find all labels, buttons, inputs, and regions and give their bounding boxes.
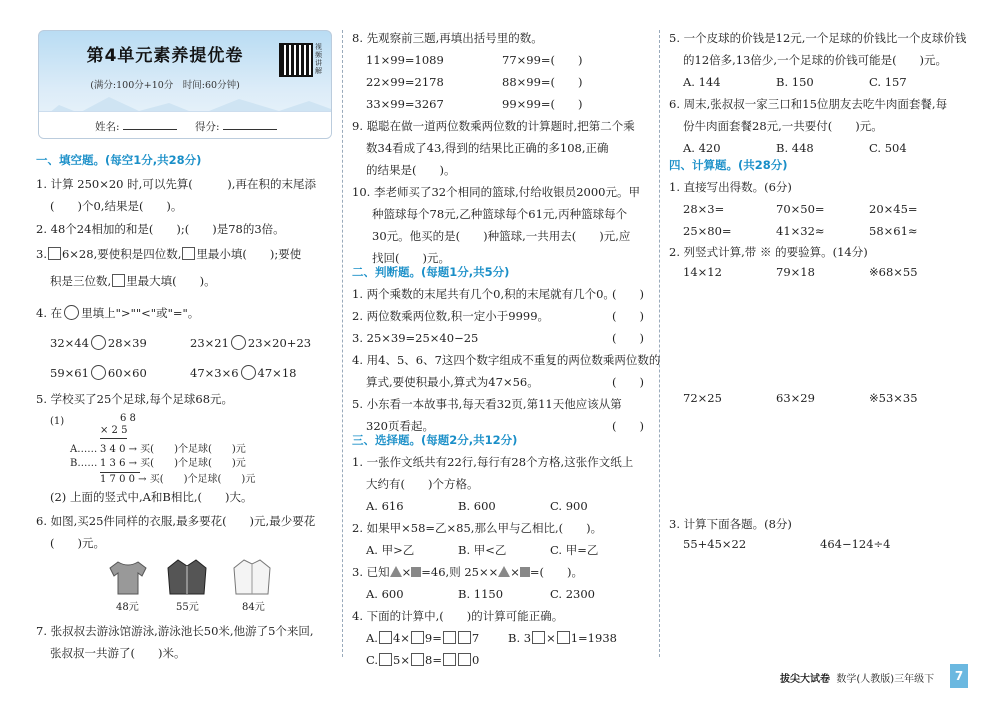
q5-vertical: 1 7 0 0 → 买( )个足球( )元: [100, 474, 256, 485]
choice-question: 2. 如果甲×58=乙×85,那么甲与乙相比,( )。: [352, 521, 603, 535]
footer: [780, 670, 934, 685]
section-3-title: 三、选择题。(每题2分,共12分): [352, 433, 518, 447]
q4-item: 47×3×6 47×18: [190, 366, 297, 380]
shirt-icon: [230, 558, 274, 596]
score-field[interactable]: [223, 117, 277, 130]
choice-option[interactable]: A. 420: [683, 141, 721, 155]
choice-question: 1. 一张作文纸共有22行,每行有28个方格,这张作文纸上: [352, 455, 634, 469]
choice-option[interactable]: C. 甲=乙: [550, 543, 599, 557]
triangle-icon: [498, 566, 510, 577]
q8-item: 33×99=3267: [366, 97, 444, 111]
judge-item: 3. 25×39=25×40−25: [352, 331, 479, 345]
name-score-bar: [39, 111, 331, 138]
q8-item: 22×99=2178: [366, 75, 444, 89]
q6-line: 6. 如图,买25件同样的衣服,最多要花( )元,最少要花: [36, 514, 316, 528]
choice-option[interactable]: B. 150: [776, 75, 814, 89]
calc-item: 20×45=: [869, 202, 918, 216]
choice-question: 大约有( )个方格。: [366, 477, 479, 491]
section-2-title: 二、判断题。(每题1分,共5分): [352, 265, 510, 279]
calc-item: 72×25: [683, 391, 722, 405]
q4-item: 32×44 28×39: [50, 336, 147, 350]
calc-item: 41×32≈: [776, 224, 825, 238]
q5-text: 5. 学校买了25个足球,每个足球68元。: [36, 392, 234, 406]
choice-question: 份牛肉面套餐28元,一共要付( )元。: [683, 119, 883, 133]
choice-option[interactable]: A. 616: [366, 499, 404, 513]
q5-label-a: A……: [70, 444, 98, 455]
qr-label: 视频讲解: [315, 43, 322, 75]
q5-vertical: × 2 5: [100, 424, 127, 439]
calc-item: 25×80=: [683, 224, 732, 238]
q8-item: 99×99=( ): [502, 97, 583, 111]
choice-option[interactable]: C. 504: [869, 141, 907, 155]
calc-item: ※53×35: [869, 391, 918, 405]
choice-question: 的12倍多,13倍少,一个足球的价钱可能是( )元。: [683, 53, 948, 67]
q8-item: 11×99=1089: [366, 53, 444, 67]
q7-line: 7. 张叔叔去游泳馆游泳,游泳池长50米,他游了5个来回,: [36, 624, 314, 638]
q8-item: 88×99=( ): [502, 75, 583, 89]
score-label: 得分:: [195, 121, 220, 133]
calc-item: 79×18: [776, 265, 815, 279]
circle-blank[interactable]: [64, 305, 79, 320]
jacket-icon: [164, 558, 210, 596]
q6-line: ( )元。: [50, 536, 105, 550]
q5-part: (1): [50, 416, 65, 427]
footer-subject: 数学(人教版)三年级下: [836, 674, 935, 685]
square-icon: [520, 567, 530, 577]
q9-line: 数34看成了43,得到的结果比正确的多108,正确: [366, 141, 609, 155]
judge-item: 1. 两个乘数的末尾共有几个0,积的末尾就有几个0。: [352, 287, 615, 301]
choice-option[interactable]: B. 600: [458, 499, 496, 513]
q8-text: 8. 先观察前三题,再填出括号里的数。: [352, 31, 543, 45]
section-4-title: 四、计算题。(共28分): [669, 158, 788, 172]
square-icon: [411, 567, 421, 577]
q3-line: 3. 6×28,要使积是四位数, 里最小填( );要使: [36, 247, 302, 261]
choice-option[interactable]: C. 5× 8= 0: [366, 653, 480, 667]
q10-line: 找回( )元。: [372, 251, 450, 265]
price-label: 84元: [242, 602, 265, 613]
calc-item: 14×12: [683, 265, 722, 279]
q8-item: 77×99=( ): [502, 53, 583, 67]
judge-item: 算式,要使积最小,算式为47×56。: [366, 375, 539, 389]
tshirt-icon: [106, 560, 150, 596]
q4-text: 4. 在 里填上">""<"或"="。: [36, 306, 200, 320]
page-subtitle: (满分:100分+10分 时间:60分钟): [90, 80, 240, 91]
q10-line: 种篮球每个78元,乙种篮球每个61元,丙种篮球每个: [372, 207, 628, 221]
choice-option[interactable]: A. 4× 9= 7: [366, 631, 480, 645]
calc-item: ※68×55: [869, 265, 918, 279]
footer-brand: 拔尖大试卷: [780, 674, 830, 685]
name-field[interactable]: [123, 117, 177, 130]
q7-line: 张叔叔一共游了( )米。: [50, 646, 186, 660]
q10-line: 10. 李老师买了32个相同的篮球,付给收银员2000元。甲: [352, 185, 640, 199]
choice-option[interactable]: B. 3 × 1=1938: [508, 631, 617, 645]
price-label: 48元: [116, 602, 139, 613]
circle-blank[interactable]: [91, 365, 106, 380]
choice-question: 4. 下面的计算中,( )的计算可能正确。: [352, 609, 564, 623]
q5-part: (2) 上面的竖式中,A和B相比,( )大。: [50, 490, 253, 504]
choice-option[interactable]: B. 448: [776, 141, 814, 155]
choice-option[interactable]: B. 甲<乙: [458, 543, 507, 557]
calc-question: 3. 计算下面各题。(8分): [669, 517, 792, 531]
section-1-title: 一、填空题。(每空1分,共28分): [36, 153, 202, 167]
q3-line: 积是三位数, 里最大填( )。: [50, 274, 216, 288]
header-banner: [38, 30, 332, 139]
circle-blank[interactable]: [231, 335, 246, 350]
choice-option[interactable]: A. 144: [683, 75, 721, 89]
choice-option[interactable]: C. 157: [869, 75, 907, 89]
q5-vertical: 3 4 0 → 买( )个足球( )元: [100, 444, 246, 455]
answer-paren[interactable]: ( ): [612, 419, 644, 433]
circle-blank[interactable]: [91, 335, 106, 350]
q9-line: 的结果是( )。: [366, 163, 456, 177]
answer-paren[interactable]: ( ): [612, 375, 644, 389]
calc-item: 55+45×22: [683, 537, 747, 551]
choice-question: 5. 一个皮球的价钱是12元,一个足球的价钱比一个皮球价钱: [669, 31, 967, 45]
judge-item: 2. 两位数乘两位数,积一定小于9999。: [352, 309, 550, 323]
q2-text: 2. 48个24相加的和是( );( )是78的3倍。: [36, 222, 285, 236]
choice-question: 3. 已知 × =46,则 25×× × =( )。: [352, 565, 584, 579]
divider: [659, 30, 660, 657]
q3-num: 3.: [36, 247, 47, 261]
q5-label-b: B……: [70, 458, 98, 469]
q10-line: 30元。他买的是( )种篮球,一共用去( )元,应: [372, 229, 631, 243]
qr-code-icon[interactable]: [279, 43, 313, 77]
price-label: 55元: [176, 602, 199, 613]
choice-question: 6. 周末,张叔叔一家三口和15位朋友去吃牛肉面套餐,每: [669, 97, 948, 111]
calc-question: 1. 直接写出得数。(6分): [669, 180, 792, 194]
answer-paren[interactable]: ( ): [612, 287, 644, 301]
q1-line: 1. 计算 250×20 时,可以先算( ),再在积的末尾添: [36, 177, 316, 191]
calc-item: 70×50=: [776, 202, 825, 216]
choice-option[interactable]: C. 2300: [550, 587, 595, 601]
choice-option[interactable]: A. 600: [366, 587, 404, 601]
page-number: 7: [950, 664, 968, 688]
q4-item: 23×21 23×20+23: [190, 336, 312, 350]
triangle-icon: [390, 566, 402, 577]
q1-line: ( )个0,结果是( )。: [50, 199, 183, 213]
choice-option[interactable]: C. 900: [550, 499, 588, 513]
blank-box[interactable]: [112, 274, 125, 287]
q5-vertical: 6 8: [120, 413, 136, 424]
q5-vertical: 1 3 6 → 买( )个足球( )元: [100, 458, 246, 469]
calc-item: 63×29: [776, 391, 815, 405]
choice-option[interactable]: B. 1150: [458, 587, 504, 601]
judge-item: 4. 用4、5、6、7这四个数字组成不重复的两位数乘两位数的: [352, 353, 661, 367]
name-label: 姓名:: [95, 121, 120, 133]
judge-item: 320页看起。: [366, 419, 434, 433]
circle-blank[interactable]: [241, 365, 256, 380]
q4-item: 59×61 60×60: [50, 366, 147, 380]
page-title: 第4单元素养提优卷: [86, 46, 244, 66]
blank-box[interactable]: [48, 247, 61, 260]
calc-item: 28×3=: [683, 202, 725, 216]
choice-option[interactable]: A. 甲>乙: [366, 543, 415, 557]
answer-paren[interactable]: ( ): [612, 309, 644, 323]
calc-question: 2. 列竖式计算,带 ※ 的要验算。(14分): [669, 245, 868, 259]
calc-item: 464−124÷4: [820, 537, 891, 551]
calc-item: 58×61≈: [869, 224, 918, 238]
q9-line: 9. 聪聪在做一道两位数乘两位数的计算题时,把第二个乘: [352, 119, 635, 133]
answer-paren[interactable]: ( ): [612, 331, 644, 345]
judge-item: 5. 小东看一本故事书,每天看32页,第11天他应该从第: [352, 397, 622, 411]
divider: [342, 30, 343, 657]
blank-box[interactable]: [182, 247, 195, 260]
